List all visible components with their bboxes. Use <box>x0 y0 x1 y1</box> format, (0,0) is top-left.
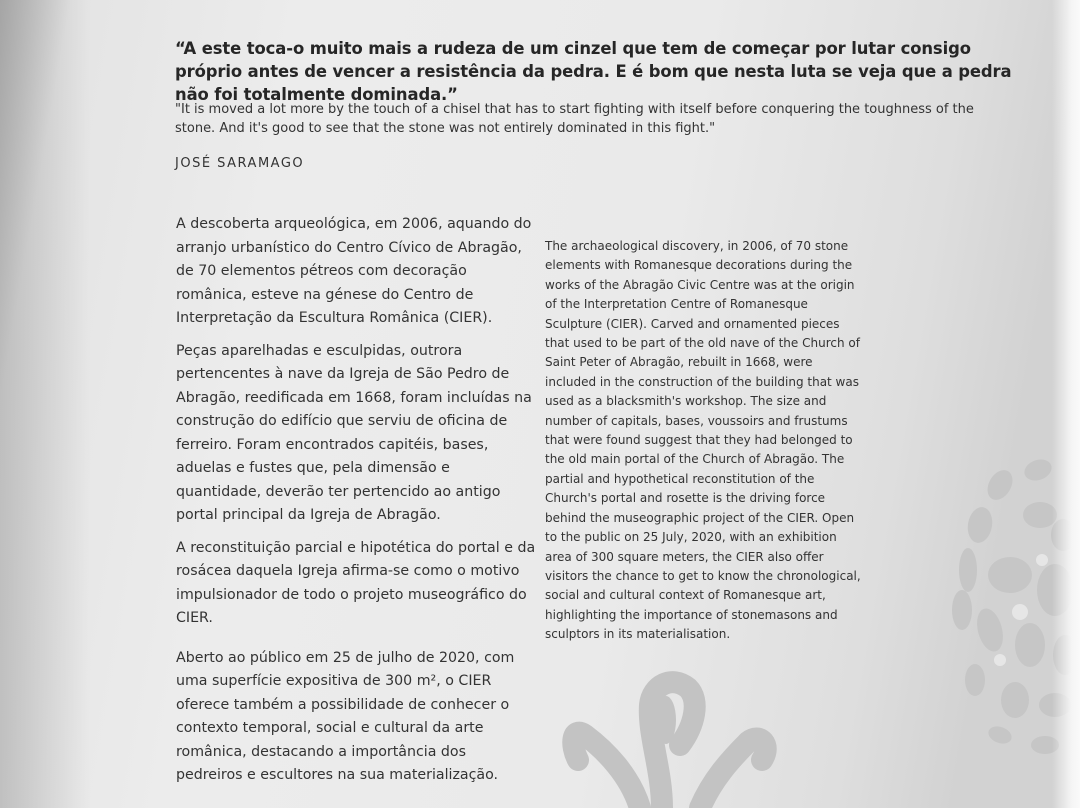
pt-paragraph-1: A descoberta arqueológica, em 2006, aquando do arranjo urbanístico do Centro Cívico de Abragão, de 70 elementos pétreos com decoração românica, esteve na génese do Centro de Interpretação da Escultura Românica (CIER). <box>176 216 532 326</box>
pt-paragraph-3: A reconstituição parcial e hipotética do portal e da rosácea daquela Igreja afirma-se como o motivo impulsionador de todo o projeto museográfico do CIER. <box>176 539 536 626</box>
right-edge <box>1052 0 1080 808</box>
portuguese-column <box>176 213 536 797</box>
pt-paragraph-4: Aberto ao público em 25 de julho de 2020, com uma superfície expositiva de 300 m², o CIER oferece também a possibilidade de conhecer o contexto temporal, social e cultural da arte românica, destacando a importância dos pedreiros e escultores na sua materialização. <box>176 649 515 783</box>
en-paragraph-1: The archaeological discovery, in 2006, of 70 stone elements with Romanesque decorations during the works of the Abragão Civic Centre was at the origin of the Interpretation Centre of Romanesque Sculpture (CIER). Carved and ornamented pieces that used to be part of the old nave of the Church of Saint Peter of Abragão, rebuilt in 1668, were included in the construction of the building that was used as a blacksmith's workshop. The size and number of capitals, bases, voussoirs and frustums that were found suggest that they had belonged to the old main portal of the Church of Abragão. The partial and hypothetical reconstitution of the Church's portal and rosette is the driving force behind the museographic project of the CIER. Open to the public on 25 July, 2020, with an exhibition area of 300 square meters, the CIER also offer visitors the chance to get to know the chronological, social and cultural context of Romanesque art, highlighting the importance of stonemasons and sculptors in its materialisation. <box>545 239 861 642</box>
pt-paragraph-2: Peças aparelhadas e esculpidas, outrora pertencentes à nave da Igreja de São Pedro de Abragão, reedificada em 1668, foram incluídas na construção do edifício que serviu de oficina de ferreiro. Foram encontrados capitéis, bases, aduelas e fustes que, pela dimensão e quantidade, deverão ter pertencido ao antigo portal principal da Igreja de Abragão. <box>176 342 532 523</box>
english-column <box>545 237 865 645</box>
quote-author: JOSÉ SARAMAGO <box>175 156 305 171</box>
quote-portuguese: “A este toca-o muito mais a rudeza de um cinzel que tem de começar por lutar consigo próprio antes de vencer a resistência da pedra. E é bom que nesta luta se veja que a pedra não foi totalmente dominada.” <box>175 39 1012 104</box>
quote-english: "It is moved a lot more by the touch of a chisel that has to start fighting with itself before conquering the toughness of the stone. And it's good to see that the stone was not entirely dominated in this fight." <box>175 102 974 136</box>
